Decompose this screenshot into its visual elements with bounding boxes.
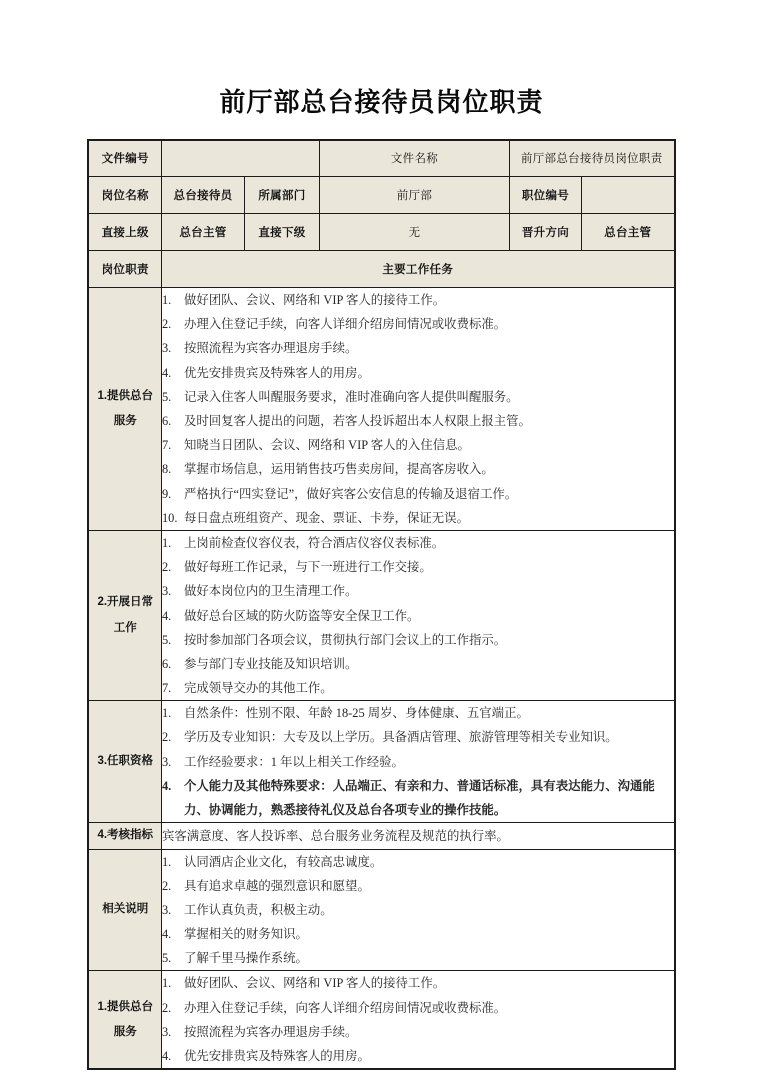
list-item [162, 652, 674, 676]
list-item-text: 工作经验要求：1 年以上相关工作经验。 [183, 754, 404, 769]
list-item-number: 2. [161, 730, 172, 745]
list-item-number: 7. [161, 438, 172, 453]
section-content [161, 288, 674, 531]
header-cell: 所属部门 [244, 177, 319, 214]
list-item-number: 2. [161, 317, 172, 332]
section-row [88, 530, 674, 700]
section-content [161, 823, 674, 849]
list-item [162, 971, 674, 995]
list-item-text: 做好每班工作记录，与下一班进行工作交接。 [183, 560, 432, 575]
list-item-text: 个人能力及其他特殊要求：人品端正、有亲和力、普通话标准，具有表达能力、沟通能力、协调能力，熟悉接待礼仪及总台各项专业的操作技能。 [183, 778, 655, 818]
list-item-text: 掌握相关的财务知识。 [183, 927, 308, 942]
section-row [88, 971, 674, 1069]
header-cell: 文件名称 [319, 140, 509, 177]
list-item [162, 336, 674, 360]
list-item-text: 做好团队、会议、网络和 VIP 客人的接待工作。 [183, 293, 446, 308]
list-item-number: 3. [161, 584, 172, 599]
header-cell: 总台接待员 [161, 177, 244, 214]
list-item-number: 5. [161, 389, 172, 404]
list-item [162, 288, 674, 312]
list-item [162, 774, 674, 822]
section-content [161, 530, 674, 700]
section-label [88, 288, 161, 531]
section-label-line: 3.任职资格 [97, 755, 154, 768]
list-item-number: 4. [161, 365, 172, 380]
list-item [162, 1044, 674, 1068]
list-item-text: 按时参加部门各项会议，贯彻执行部门会议上的工作指示。 [183, 632, 507, 647]
header-cell-blank [581, 177, 674, 214]
list-item [162, 996, 674, 1020]
list-item [162, 531, 674, 555]
list-item-number: 2. [161, 878, 172, 893]
header-cell: 岗位职责 [88, 251, 161, 288]
list-item-text: 记录入住客人叫醒服务要求，准时准确向客人提供叫醒服务。 [183, 389, 519, 404]
table-row [88, 177, 674, 214]
list-item-number: 4. [161, 778, 172, 793]
section-label-line: 1.提供总台 [97, 1000, 154, 1013]
table-row [88, 251, 674, 288]
list-item-text: 具有追求卓越的强烈意识和愿望。 [183, 878, 370, 893]
list-item [162, 555, 674, 579]
list-item-text: 工作认真负责，积极主动。 [183, 902, 333, 917]
header-cell: 无 [319, 214, 509, 251]
list-item [162, 409, 674, 433]
list-item-number: 3. [161, 902, 172, 917]
page-title: 前厅部总台接待员岗位职责 [219, 87, 544, 117]
header-cell: 总台主管 [161, 214, 244, 251]
section-label-line: 服务 [113, 415, 137, 428]
list-item [162, 922, 674, 946]
list-item-text: 学历及专业知识：大专及以上学历。具备酒店管理、旅游管理等相关专业知识。 [183, 730, 618, 745]
list-item-number: 1. [161, 293, 172, 308]
list-item-text: 自然条件：性别不限、年龄 18-25 周岁、身体健康、五官端正。 [183, 706, 529, 721]
list-item-number: 5. [161, 632, 172, 647]
list-item-number: 1. [161, 535, 172, 550]
list-item-number: 1. [161, 976, 172, 991]
list-item-number: 8. [161, 462, 172, 477]
header-cell: 直接上级 [88, 214, 161, 251]
section-content [161, 971, 674, 1069]
header-cell: 职位编号 [509, 177, 581, 214]
list-item-text: 认同酒店企业文化，有较高忠诚度。 [183, 854, 383, 869]
header-cell: 岗位名称 [88, 177, 161, 214]
list-item-text: 每日盘点班组资产、现金、票证、卡券，保证无误。 [183, 510, 469, 525]
list-item-text: 及时回复客人提出的问题，若客人投诉超出本人权限上报主管。 [183, 414, 531, 429]
list-item [162, 874, 674, 898]
list-item-number: 3. [161, 341, 172, 356]
list-item [162, 946, 674, 970]
list-item [162, 457, 674, 481]
section-row [88, 823, 674, 849]
section-label-line: 工作 [113, 621, 137, 634]
list-item-number: 2. [161, 560, 172, 575]
list-item [162, 506, 674, 530]
section-label-line: 服务 [113, 1025, 137, 1038]
section-row [88, 288, 674, 531]
header-cell: 直接下级 [244, 214, 319, 251]
list-item [162, 312, 674, 336]
list-item-number: 4. [161, 608, 172, 623]
list-item [162, 433, 674, 457]
header-cell: 总台主管 [581, 214, 674, 251]
list-item-text: 优先安排贵宾及特殊客人的用房。 [183, 365, 370, 380]
section-label-line: 4.考核指标 [97, 829, 154, 842]
header-cell: 文件编号 [88, 140, 161, 177]
list-item-text: 优先安排贵宾及特殊客人的用房。 [183, 1049, 370, 1064]
header-cell: 前厅部总台接待员岗位职责 [509, 140, 674, 177]
section-content [161, 701, 674, 823]
list-item [162, 482, 674, 506]
list-item-number: 6. [161, 656, 172, 671]
list-item [162, 1020, 674, 1044]
list-item-number: 5. [161, 951, 172, 966]
list-item-number: 7. [161, 681, 172, 696]
list-item [162, 750, 674, 774]
section-label [88, 971, 161, 1069]
header-cell: 晋升方向 [509, 214, 581, 251]
section-label [88, 849, 161, 971]
list-item [162, 385, 674, 409]
section-label-line: 相关说明 [102, 903, 149, 916]
list-item-text: 办理入住登记手续，向客人详细介绍房间情况或收费标准。 [183, 317, 507, 332]
table-row [88, 140, 674, 177]
table-row [88, 214, 674, 251]
list-item [162, 628, 674, 652]
list-item-text: 按照流程为宾客办理退房手续。 [183, 1024, 358, 1039]
list-item-number: 1. [161, 854, 172, 869]
list-item-text: 掌握市场信息，运用销售技巧售卖房间，提高客房收入。 [183, 462, 494, 477]
list-item-text: 知晓当日团队、会议、网络和 VIP 客人的入住信息。 [183, 438, 470, 453]
list-item-text: 了解千里马操作系统。 [183, 951, 308, 966]
section-row [88, 849, 674, 971]
list-item-number: 3. [161, 1024, 172, 1039]
list-item [162, 701, 674, 725]
list-item-text: 做好本岗位内的卫生清理工作。 [183, 584, 358, 599]
header-cell: 主要工作任务 [161, 251, 674, 288]
section-plain-text: 宾客满意度、客人投诉率、总台服务业务流程及规范的执行率。 [161, 828, 509, 843]
header-cell: 前厅部 [319, 177, 509, 214]
list-item [162, 898, 674, 922]
list-item [162, 676, 674, 700]
job-description-table [87, 139, 675, 1071]
list-item-text: 完成领导交办的其他工作。 [183, 681, 333, 696]
list-item-number: 3. [161, 754, 172, 769]
section-label-line: 1.提供总台 [97, 389, 154, 402]
list-item-text: 上岗前检查仪容仪表，符合酒店仪容仪表标准。 [183, 535, 445, 550]
list-item-number: 4. [161, 927, 172, 942]
section-content [161, 849, 674, 971]
list-item-text: 做好团队、会议、网络和 VIP 客人的接待工作。 [183, 976, 446, 991]
list-item-number: 9. [161, 486, 172, 501]
list-item-number: 1. [161, 706, 172, 721]
list-item-text: 做好总台区域的防火防盗等安全保卫工作。 [183, 608, 420, 623]
list-item-number: 6. [161, 414, 172, 429]
section-label-line: 2.开展日常 [97, 596, 154, 609]
list-item [162, 604, 674, 628]
list-item-text: 办理入住登记手续，向客人详细介绍房间情况或收费标准。 [183, 1000, 507, 1015]
list-item [162, 579, 674, 603]
section-label [88, 530, 161, 700]
list-item [162, 361, 674, 385]
list-item-text: 按照流程为宾客办理退房手续。 [183, 341, 358, 356]
section-label [88, 701, 161, 823]
list-item [162, 850, 674, 874]
list-item-number: 4. [161, 1049, 172, 1064]
header-cell-blank [161, 140, 319, 177]
list-item-number: 10. [161, 510, 178, 525]
list-item-text: 参与部门专业技能及知识培训。 [183, 656, 358, 671]
list-item-text: 严格执行“四实登记”，做好宾客公安信息的传输及退宿工作。 [183, 486, 518, 501]
section-label [88, 823, 161, 849]
list-item-number: 2. [161, 1000, 172, 1015]
list-item [162, 725, 674, 749]
section-row [88, 701, 674, 823]
